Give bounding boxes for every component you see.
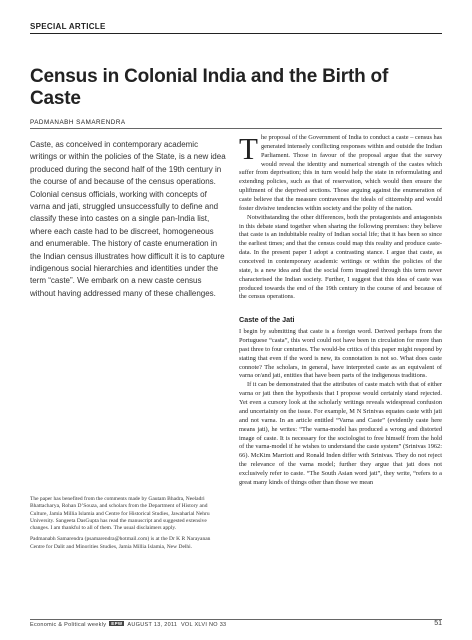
body-column [239, 131, 442, 488]
body-paragraph-3: I begin by submitting that caste is a foreign word. Derived perhaps from the Portuguese “casta”, this word could not have been in circulation for more than past three to four centuries. The would-be critics of this paper might respond by stating that even if the word is new, its connotation is not so. What does caste connote? The scholars, in general, have interpreted caste as an equivalent of varna or/and jati, entities that have been parts of the indigenous traditions. [239, 328, 442, 380]
article-title: Census in Colonial India and the Birth of Caste [30, 66, 389, 109]
section-heading: Caste of the Jati [239, 315, 295, 325]
body-paragraph-2: Notwithstanding the other differences, both the protagonists and antagonists in this debate stand together when sharing the following premises: they believe that caste is an indubitable reality of Indian social life; that it has been so since the earliest times; and that the census could map this reality and produce caste-data. In the present paper I adopt a contrasting stance. I argue that caste, as conceived in contemporary academic writings or within the policies of the state, is a new idea and that the social form imagined through this term never characterised the Indian society. Further, I suggest that this idea of caste was produced towards the end of the 19th century in the course of and because of the census operations. [239, 213, 442, 301]
epw-logo: EPW [111, 621, 123, 626]
page-number: 51 [434, 620, 442, 627]
footer-meta [30, 621, 226, 628]
author-name: PADMANABH SAMARENDRA [30, 119, 126, 126]
drop-cap: T [239, 131, 258, 166]
acknowledgement: The paper has benefited from the comments made by Gautam Bhadra, Neeladri Bhattacharya, Rohan D’Souza, and scholars from the Department of History and Culture, Jamia Millia Islamia and Centre for Historical Studies, Jawaharlal Nehru University. Sangeeta DasGupta has read the manuscript and suggested extensive changes. I am thankful to all of them. The usual disclaimers apply. [30, 496, 210, 532]
footnotes [30, 496, 226, 555]
author-rule [30, 128, 442, 129]
author-note: Padmanabh Samarendra (psamarendra@hotmail.com) is at the Dr K R Narayanan Centre for Dalit and Minorities Studies, Jamia Millia Islamia, New Delhi. [30, 536, 211, 550]
issue-date: AUGUST 13, 2011 [127, 622, 178, 628]
abstract: Caste, as conceived in contemporary academic writings or within the policies of the State, is a new idea produced during the second half of the 19th century in the course of and because of the census operations. Colonial census officials, working with concepts of varna and jati, struggled unsuccessfully to define and classify these into castes on a single pan-India list, where each caste had to be discreet, homogeneous and enumerable. The history of caste enumeration in the Indian census illustrates how difficult it is to capture indigenous social hierarchies and identities under the term “caste”. We embark on a new caste census without having addressed many of these challenges. [30, 140, 226, 298]
journal-name: Economic & Political weekly [30, 622, 107, 628]
issue-volume: VOL XLVI NO 33 [180, 622, 227, 628]
section-tag: SPECIAL ARTICLE [30, 22, 106, 31]
page-footer [30, 621, 442, 631]
body-paragraph-4: If it can be demonstrated that the attributes of caste match with that of either varna or jati then the hypothesis that I propose would certainly stand rejected. Yet even a cursory look at the scholarly writings reveals widespread confusion and uncertainty on the issue. For example, M N Srinivas equates caste with jati and not varna. In an article entitled “Varna and Caste” (evidently caste here means jati), he writes: “The varna-model has produced a wrong and distorted image of caste. It is necessary for the sociologist to free himself from the hold of the varna-model if he wishes to understand the caste system” (Srinivas 1962: 66). McKim Marriott and Ronald Inden differ with Srinivas. They do not reject the relevance of the varna model; further they argue that jati does not exclusively refer to caste. “The South Asian word jati”, they write, “refers to a great many kinds of things other than those we mean [239, 381, 442, 486]
intro-paragraph [239, 131, 442, 214]
intro-text: he proposal of the Government of India to conduct a caste – census has generated intensely conflicting responses within and outside the Indian Parliament. Those in favour of the proposal argue that the survey would reveal the identity and numerical strength of the castes which suffer from deprivation; this in turn would help the state in reformulating and extending policies, such as that of reservation, which would then ensure the upliftment of the deprived sections. Those arguing against the enumeration of caste believe that the measure contravenes the ideals of citizenship and would foster divisive tendencies within society and the polity of the nation. [239, 134, 442, 212]
footer-rule [30, 619, 442, 620]
top-rule [30, 33, 442, 34]
